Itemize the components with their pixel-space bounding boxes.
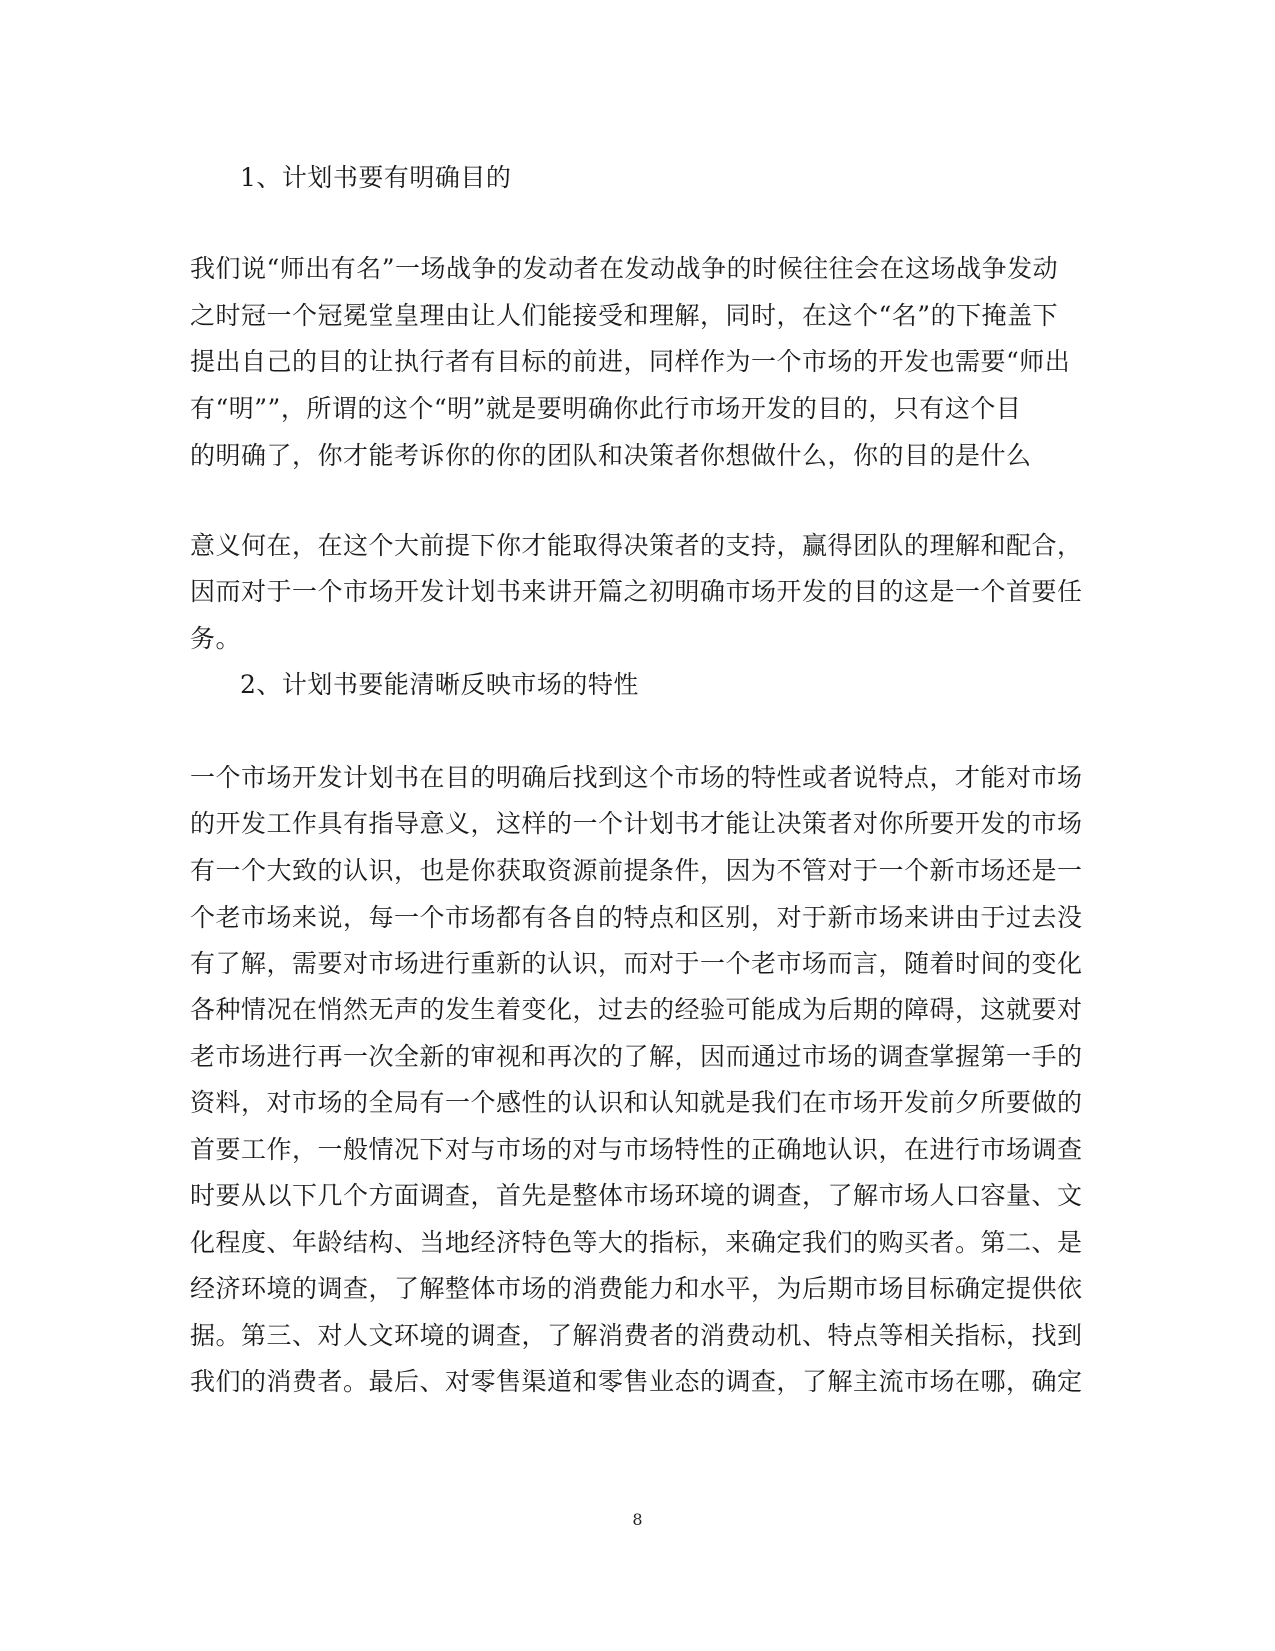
paragraph-line: 之时冠一个冠冕堂皇理由让人们能接受和理解，同时，在这个“名”的下掩盖下 [190, 301, 1059, 330]
paragraph-line: 一个市场开发计划书在目的明确后找到这个市场的特性或者说特点，才能对市场 [190, 763, 1083, 792]
paragraph-line: 时要从以下几个方面调查，首先是整体市场环境的调查，了解市场人口容量、文 [190, 1181, 1083, 1210]
paragraph-line: 的明确了，你才能考诉你的你的团队和决策者你想做什么，你的目的是什么 [190, 441, 1032, 470]
section-heading-2: 2、计划书要能清晰反映市场的特性 [240, 670, 639, 699]
paragraph-line: 化程度、年龄结构、当地经济特色等大的指标，来确定我们的购买者。第二、是 [190, 1228, 1083, 1257]
paragraph-line: 资料，对市场的全局有一个感性的认识和认知就是我们在市场开发前夕所要做的 [190, 1088, 1083, 1117]
paragraph-line: 据。第三、对人文环境的调查，了解消费者的消费动机、特点等相关指标，找到 [190, 1321, 1083, 1350]
paragraph-line: 首要工作，一般情况下对与市场的对与市场特性的正确地认识，在进行市场调查 [190, 1135, 1083, 1164]
paragraph-line: 我们的消费者。最后、对零售渠道和零售业态的调查，了解主流市场在哪，确定 [190, 1367, 1083, 1396]
paragraph-line: 务。 [190, 624, 242, 653]
paragraph-line: 因而对于一个市场开发计划书来讲开篇之初明确市场开发的目的这是一个首要任 [190, 577, 1083, 606]
paragraph-line: 有了解，需要对市场进行重新的认识，而对于一个老市场而言，随着时间的变化 [190, 949, 1083, 978]
section-heading-1: 1、计划书要有明确目的 [240, 163, 512, 192]
paragraph-line: 提出自己的目的让执行者有目标的前进，同样作为一个市场的开发也需要“师出 [190, 347, 1071, 376]
paragraph-line: 意义何在，在这个大前提下你才能取得决策者的支持，赢得团队的理解和配合， [190, 531, 1083, 560]
paragraph-line: 各种情况在悄然无声的发生着变化，过去的经验可能成为后期的障碍，这就要对 [190, 995, 1083, 1024]
page-number: 8 [632, 1510, 643, 1529]
paragraph-line: 我们说“师出有名”一场战争的发动者在发动战争的时候往往会在这场战争发动 [190, 254, 1059, 283]
paragraph-line: 经济环境的调查，了解整体市场的消费能力和水平，为后期市场目标确定提供依 [190, 1274, 1083, 1303]
paragraph-line: 有“明””，所谓的这个“明”就是要明确你此行市场开发的目的，只有这个目 [190, 394, 1022, 423]
paragraph-line: 老市场进行再一次全新的审视和再次的了解，因而通过市场的调查掌握第一手的 [190, 1042, 1083, 1071]
paragraph-line: 有一个大致的认识，也是你获取资源前提条件，因为不管对于一个新市场还是一 [190, 856, 1083, 885]
paragraph-line: 的开发工作具有指导意义，这样的一个计划书才能让决策者对你所要开发的市场 [190, 809, 1083, 838]
paragraph-line: 个老市场来说，每一个市场都有各自的特点和区别，对于新市场来讲由于过去没 [190, 903, 1083, 932]
